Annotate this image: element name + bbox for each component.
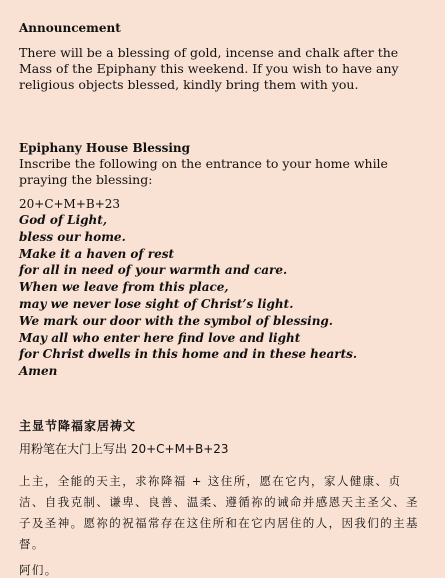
- prayer-line: bless our home.: [19, 229, 126, 244]
- prayer-line: for all in need of your warmth and care.: [19, 263, 288, 278]
- announcement-body: There will be a blessing of gold, incense and chalk after the Mass of the Epiphany this weekend. If you wish to have any religious objects blessed, kindly bring them with you.: [19, 45, 399, 92]
- prayer-line: may we never lose sight of Christ’s light.: [19, 296, 294, 311]
- prayer-line: When we leave from this place,: [19, 280, 229, 295]
- chinese-section: [19, 418, 427, 578]
- prayer-line: Amen: [19, 364, 58, 379]
- chinese-prayer-body: 上主，全能的天主，求祢降福 + 这住所，愿在它内，家人健康、贞洁、自我克制、谦卑、良善、温柔、遵循祢的诫命并感恩天主圣父、圣子及圣神。愿祢的祝福常存在这住所和在它内居住的人，因我们的主基督。: [19, 473, 419, 551]
- prayer-line: May all who enter here find love and light: [19, 330, 301, 345]
- chinese-amen: 阿们。: [19, 562, 58, 577]
- prayer-line: We mark our door with the symbol of blessing.: [19, 313, 333, 328]
- announcement-section: [19, 20, 427, 93]
- blessing-title: Epiphany House Blessing: [19, 141, 191, 155]
- chalk-formula: 20+C+M+B+23: [19, 197, 121, 211]
- blessing-intro: Inscribe the following on the entrance to your home while praying the blessing:: [19, 156, 388, 187]
- blessing-prayer: [19, 212, 427, 380]
- prayer-line: Make it a haven of rest: [19, 246, 175, 261]
- chinese-subtitle: 用粉笔在大门上写出 20+C+M+B+23: [19, 441, 229, 456]
- blessing-section: [19, 140, 427, 380]
- prayer-line: God of Light,: [19, 213, 107, 227]
- chinese-title: 主显节降福家居祷文: [19, 418, 137, 433]
- announcement-title: Announcement: [19, 21, 121, 35]
- prayer-line: for Christ dwells in this home and in these hearts.: [19, 347, 358, 362]
